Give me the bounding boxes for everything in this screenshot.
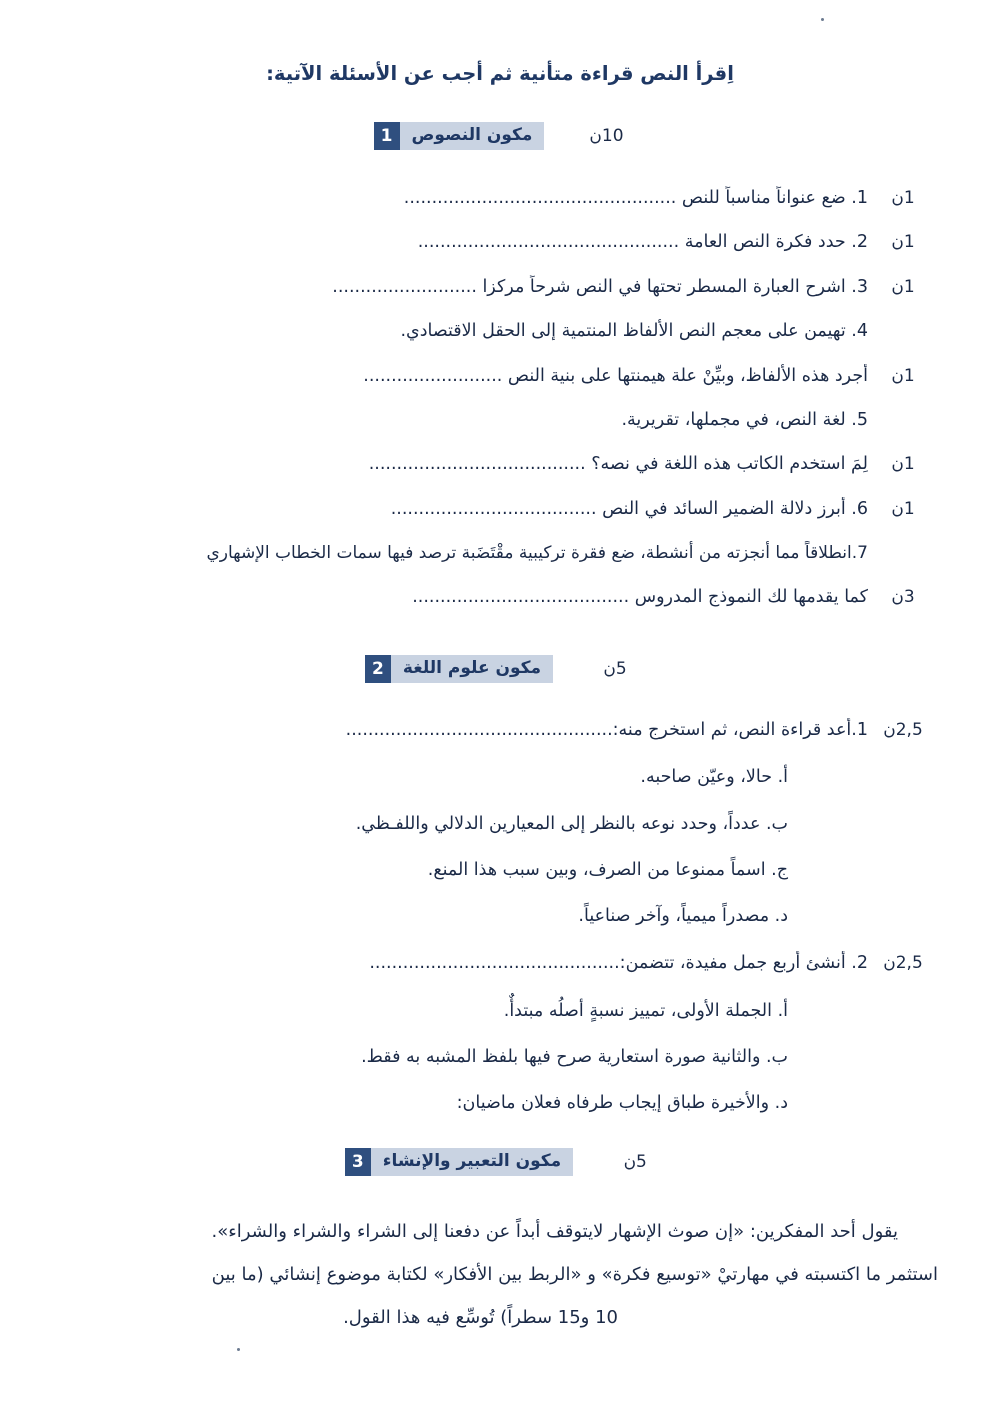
question-text: 3. اشرح العبارة المسطر تحتها في النص شرحاً مركزا .......................... — [332, 276, 868, 297]
question-text: لِمَ استخدم الكاتب هذه اللغة في نصه؟ ....................................... — [368, 454, 868, 475]
question-mark: 1ن — [891, 498, 915, 519]
sub-item: ب. والثانية صورة استعارية صرح فيها بلفظ المشبه به فقط. — [361, 1047, 788, 1067]
sub-item: د. والأخيرة طباق إيجاب طرفاه فعلان ماضيان: — [456, 1093, 788, 1114]
question-row — [62, 275, 938, 300]
essay-paragraph: يقول أحد المفكرين: «إن صوث الإشهار لايتوقف أبداً عن دفعنا إلى الشراء والشراء والشراء». — [211, 1221, 898, 1242]
question-row — [62, 319, 938, 344]
question-row — [62, 408, 938, 433]
sub-item: ج. اسماً ممنوعا من الصرف، وبين سبب هذا المنع. — [427, 859, 788, 880]
question-mark: 1ن — [891, 365, 915, 386]
section-header-3 — [62, 1148, 938, 1176]
essay-paragraph: استثمر ما اكتسبته في مهارتيْ «توسيع فكرة» و «الربط بين الأفكار» لكتابة موضوع إنشائي (ما بين — [211, 1263, 938, 1285]
question-row — [62, 541, 938, 566]
section-header-1 — [62, 122, 938, 150]
question-text: 4. تهيمن على معجم النص الألفاظ المنتمية إلى الحقل الاقتصادي. — [400, 321, 868, 342]
question-text: كما يقدمها لك النموذج المدروس ....................................... — [412, 586, 868, 607]
section-label-2: مكون علوم اللغة — [391, 655, 553, 683]
question-mark: 1ن — [891, 188, 915, 208]
question-text: 6. أبرز دلالة الضمير السائد في النص ..................................... — [390, 498, 868, 519]
question-mark: 1ن — [891, 232, 915, 253]
section-badge-3 — [345, 1148, 573, 1176]
question-text: 1.أعد قراءة النص، ثم استخرج منه:................................................ — [345, 720, 868, 740]
question-row — [62, 186, 938, 211]
print-speck-bottom — [237, 1348, 240, 1351]
question-row — [62, 452, 938, 477]
question-mark: 1ن — [891, 454, 915, 475]
section-points-3: 5ن — [623, 1152, 647, 1172]
section-label-1: مكون النصوص — [400, 122, 545, 150]
section-header-2 — [62, 655, 938, 683]
question-text: أُجرد هذه الألفاظ، وبيِّنْ علة هيمنتها على بنية النص ......................... — [363, 365, 868, 386]
sub-item: أ. الجملة الأولى، تمييز نسبةٍ أصلُه مبتدأٌ. — [503, 1000, 788, 1021]
section-badge-2 — [365, 655, 553, 683]
print-speck-top — [821, 18, 824, 21]
essay-paragraph: 10 و15 سطراً) تُوسِّع فيه هذا القول. — [343, 1306, 618, 1328]
question-text: 1. ضع عنواناً مناسباً للنص ................................................. — [403, 188, 868, 208]
question-row — [62, 585, 938, 610]
question-row — [62, 364, 938, 389]
question-text: 2. حدد فكرة النص العامة ............................................... — [417, 232, 868, 253]
question-row — [62, 951, 938, 976]
question-mark: 2,5ن — [883, 720, 923, 740]
question-row — [62, 497, 938, 522]
sub-item: د. مصدراً ميمياً، وآخر صناعياً. — [578, 906, 788, 927]
question-row — [62, 718, 938, 743]
instruction-line: اِقرأ النص قراءة متأنية ثم أجب عن الأسئلة الآتية: — [266, 62, 734, 85]
question-row — [62, 230, 938, 255]
section-number-1: 1 — [374, 122, 400, 150]
question-mark: 3ن — [891, 586, 915, 607]
section-points-2: 5ن — [603, 659, 627, 679]
section-badge-1 — [374, 122, 545, 150]
section-label-3: مكون التعبير والإنشاء — [371, 1148, 573, 1176]
sub-item: أ. حالا، وعيّن صاحبه. — [640, 767, 788, 788]
question-text: 7.انطلاقاً مما أنجزته من أنشطة، ضع فقرة تركيبية مقْتَضَبة ترصد فيها سمات الخطاب الإشهاري — [206, 543, 868, 563]
section-number-3: 3 — [345, 1148, 371, 1176]
question-mark: 1ن — [891, 276, 915, 297]
sub-item: ب. عدداً، وحدد نوعه بالنظر إلى المعيارين الدلالي واللفـظي. — [355, 813, 788, 834]
question-text: 5. لغة النص، في مجملها، تقريرية. — [621, 409, 868, 430]
section-points-1: 10ن — [589, 126, 624, 146]
question-text: 2. أنشئ أربع جمل مفيدة، تتضمن:............................................. — [369, 953, 868, 974]
question-mark: 2,5ن — [883, 953, 923, 974]
section-number-2: 2 — [365, 655, 391, 683]
